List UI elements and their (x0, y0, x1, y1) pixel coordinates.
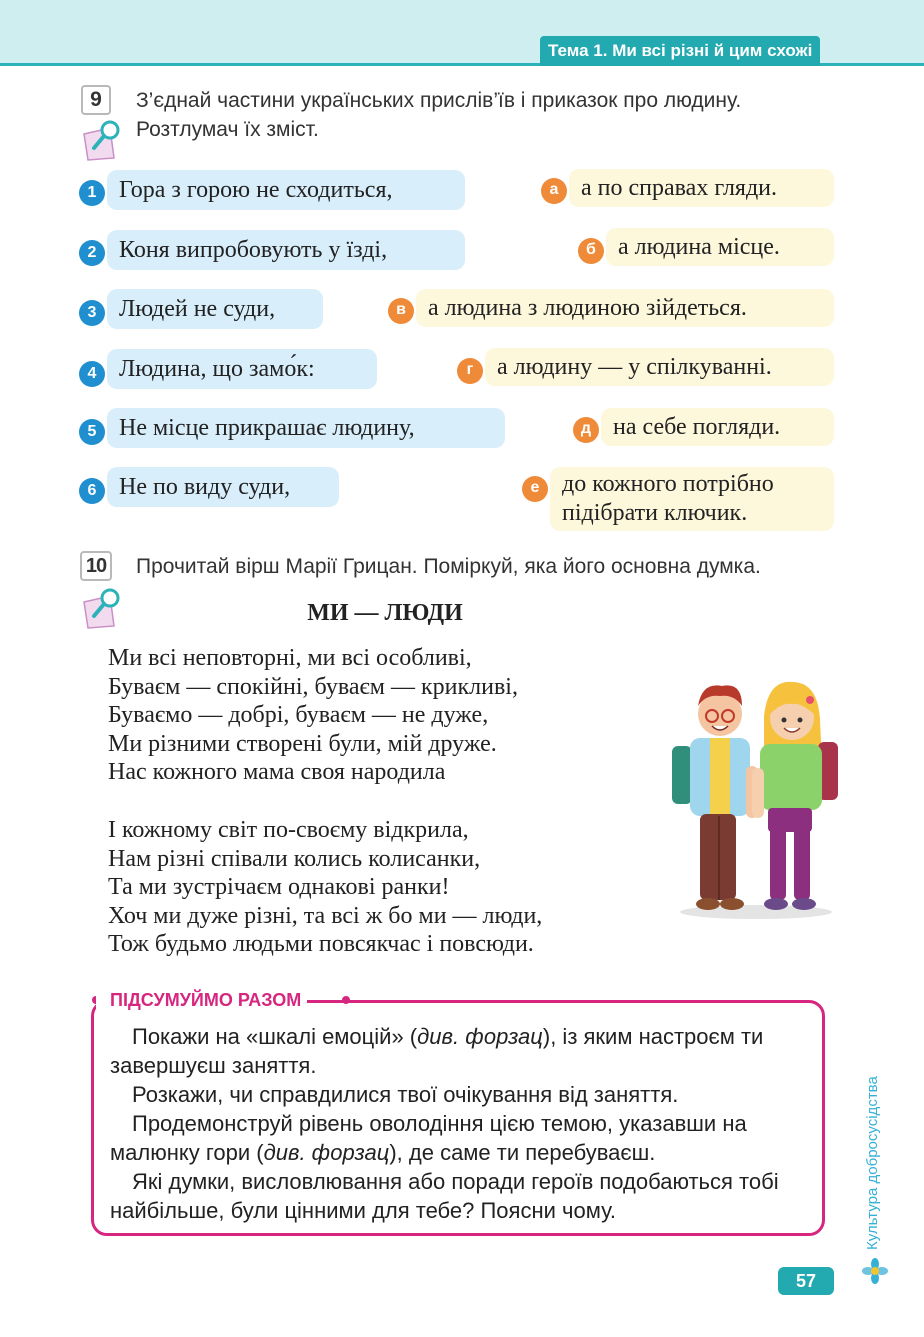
task9-instruction-line2: Розтлумач їх зміст. (136, 118, 319, 141)
task-number-10: 10 (80, 551, 112, 581)
task-number-9: 9 (81, 85, 111, 115)
poem-line: Ми всі неповторні, ми всі особливі, (108, 645, 472, 671)
task9-instruction-line1: З’єднай частини українських прислів’їв і приказок про людину. (136, 89, 742, 112)
item-letter-g: г (457, 358, 483, 384)
poem-line: Нам різні співали колись колисанки, (108, 845, 481, 872)
poem-line: Ми різними створені були, мій друже. (108, 730, 497, 757)
item-letter-a: а (541, 178, 567, 204)
magnifier-icon (80, 586, 124, 630)
proverb-end-g: а людину — у спілкуванні. (485, 348, 834, 386)
proverb-end-a: а по справах гляди. (569, 169, 834, 207)
proverb-start-4: Людина, що замо́к: (107, 349, 377, 389)
poem-stanza-2 (108, 816, 542, 959)
proverb-end-e-line1: до кожного потрібно (562, 471, 774, 497)
poem-line: Буваєм — спокійні, буваєм — крикливі, (108, 673, 518, 700)
item-number-5: 5 (79, 419, 105, 445)
topic-tag: Тема 1. Ми всі різні й цим схожі (540, 36, 820, 66)
proverb-end-v: а людина з людиною зійдеться. (416, 289, 834, 327)
item-letter-b: б (578, 238, 604, 264)
side-section-label: Культура добросусідства (864, 1076, 881, 1250)
item-number-3: 3 (79, 300, 105, 326)
flower-icon (862, 1258, 888, 1284)
proverb-end-e (550, 467, 834, 531)
poem-line: Хоч ми дуже різні, та всі ж бо ми — люди, (108, 902, 543, 929)
item-number-4: 4 (79, 361, 105, 387)
children-illustration (672, 676, 840, 922)
item-number-2: 2 (79, 240, 105, 266)
magnifier-icon (80, 118, 124, 162)
summary-paragraph-4: Які думки, висловлювання або поради героїв подобаються тобі найбільше, були цінними для тебе? Поясни чому. (110, 1169, 779, 1223)
proverb-end-e-line2: підібрати ключик. (562, 500, 748, 526)
proverb-end-b: а людина місце. (606, 228, 834, 266)
item-letter-e: е (522, 476, 548, 502)
page-number: 57 (778, 1267, 834, 1295)
poem-line: Буваємо — добрі, буваєм — не дуже, (108, 702, 489, 729)
item-letter-v: в (388, 298, 414, 324)
summary-text (110, 1022, 820, 1225)
item-number-6: 6 (79, 478, 105, 504)
proverb-start-3: Людей не суди, (107, 289, 323, 329)
summary-dot (342, 996, 350, 1004)
proverb-start-6: Не по виду суди, (107, 467, 339, 507)
poem-line: Та ми зустрічаєм однакові ранки! (108, 874, 450, 901)
poem-line: Тож будьмо людьми повсякчас і повсюди. (108, 931, 534, 958)
task10-instruction: Прочитай вірш Марії Грицан. Поміркуй, яка його основна думка. (136, 555, 761, 578)
summary-paragraph-2: Розкажи, чи справдилися твої очікування від заняття. (132, 1082, 679, 1107)
poem-title: МИ — ЛЮДИ (307, 600, 463, 626)
item-number-1: 1 (79, 180, 105, 206)
proverb-start-1: Гора з горою не сходиться, (107, 170, 465, 210)
item-letter-d: д (573, 417, 599, 443)
proverb-start-5: Не місце прикрашає людину, (107, 408, 505, 448)
summary-title: ПІДСУМУЙМО РАЗОМ (96, 988, 307, 1012)
proverb-start-2: Коня випробовують у їзді, (107, 230, 465, 270)
proverb-end-d: на себе погляди. (601, 408, 834, 446)
summary-paragraph-3: Продемонструй рівень оволодіння цією темою, указавши на малюнку гори (див. форзац), де саме ти перебуваєш. (110, 1111, 747, 1165)
poem-line: І кожному світ по-своєму відкрила, (108, 817, 469, 843)
summary-paragraph-1: Покажи на «шкалі емоцій» (див. форзац), із яким настроєм ти завершуєш заняття. (110, 1024, 764, 1078)
poem-stanza-1 (108, 644, 518, 787)
poem-line: Нас кожного мама своя народила (108, 759, 446, 786)
